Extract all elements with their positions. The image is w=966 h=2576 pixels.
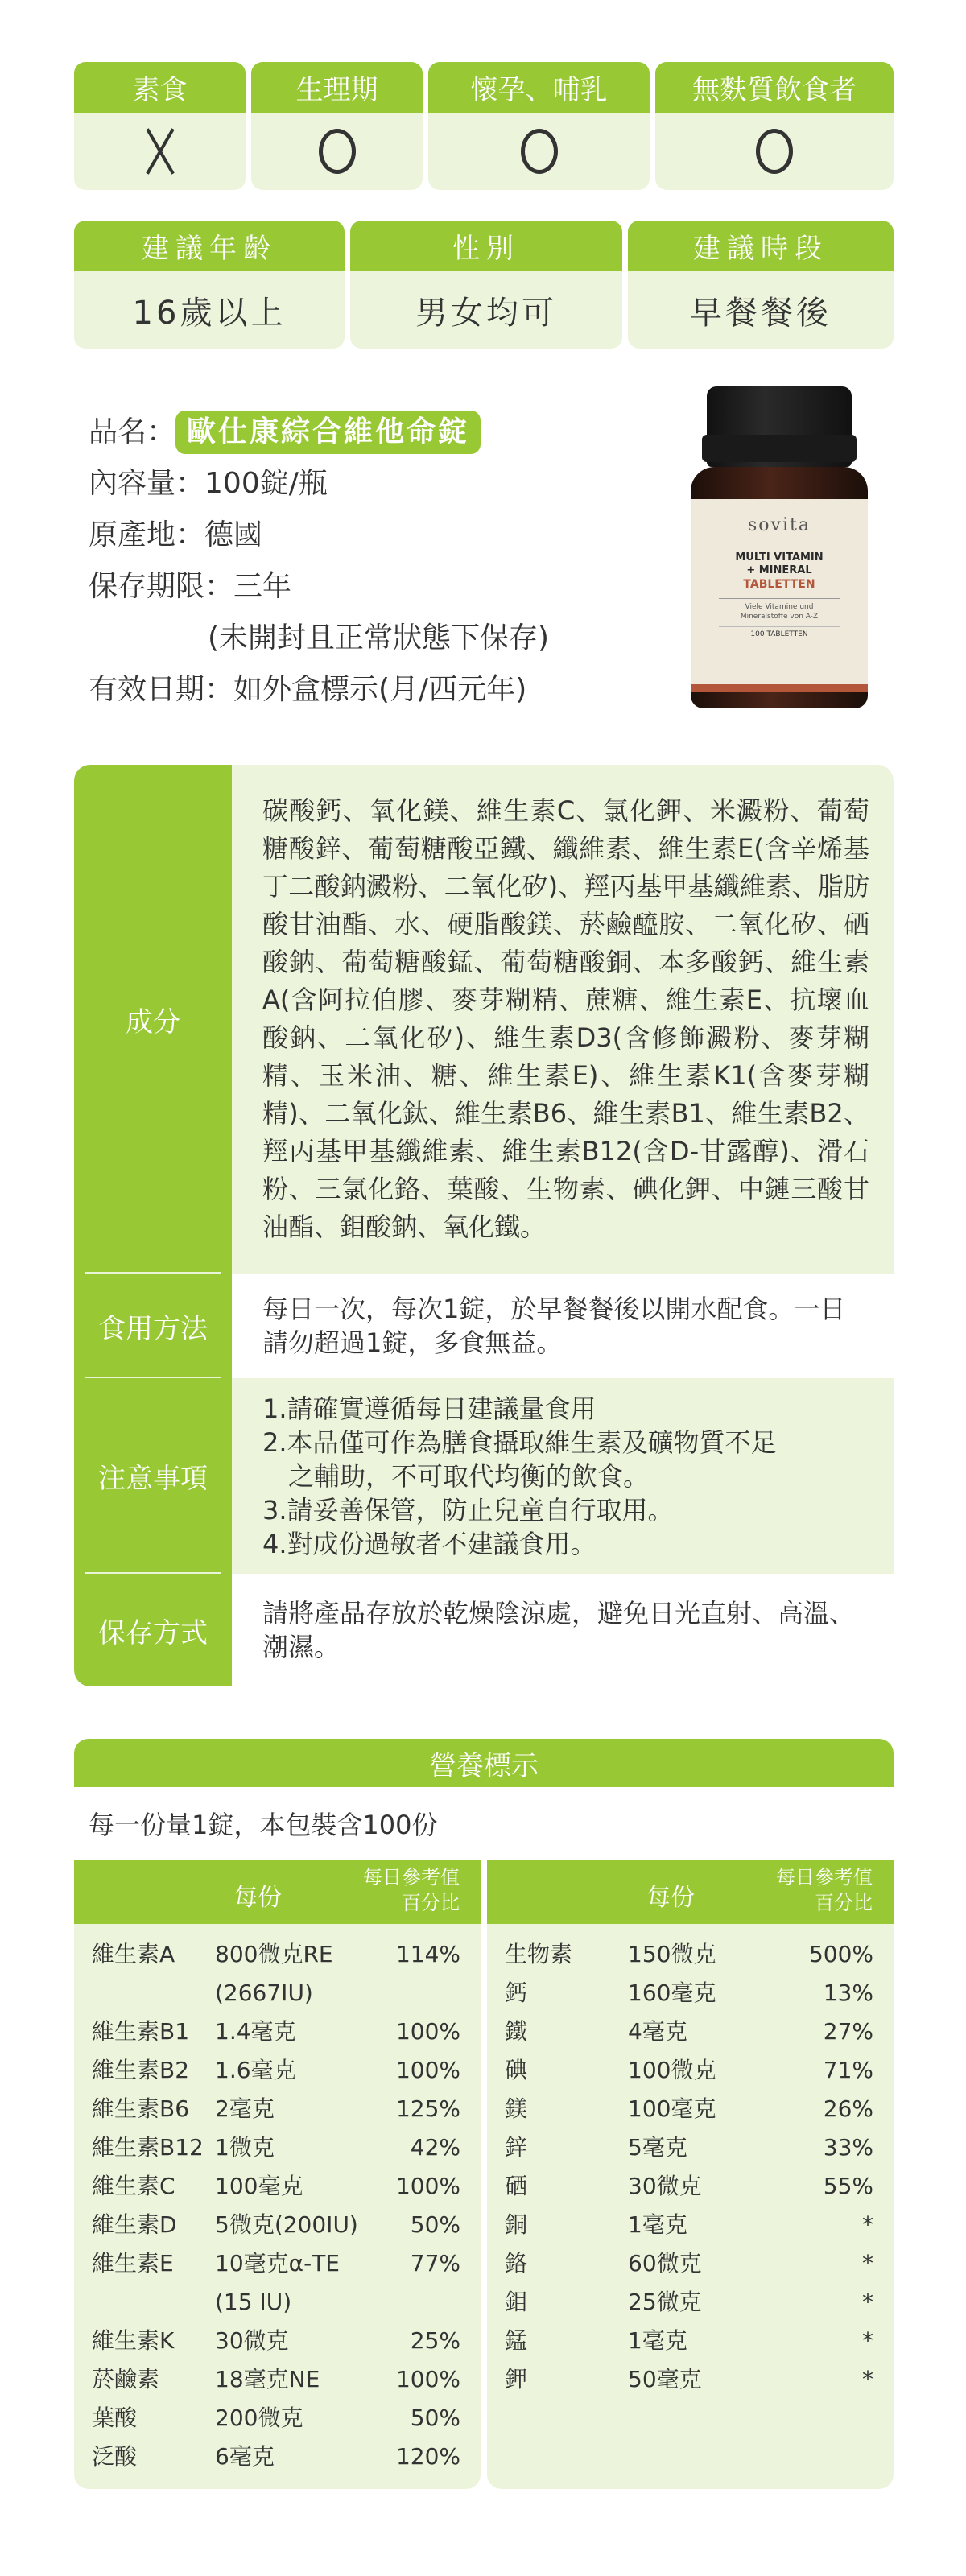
expiry-line: 有效日期： 如外盒標示(月/西元年) [89,673,527,706]
product-bottle-image [691,386,868,724]
nutrient-name: 菸鹼素 [92,2366,160,2392]
badge-vegetarian [74,62,246,190]
nutrient-name: 硒 [505,2173,528,2199]
product-info [89,407,549,716]
nutrient-row [74,1935,481,1974]
brand-logo: sovita [748,515,811,535]
nutrient-row [74,2399,481,2438]
badge-label: 無麩質飲食者 [655,62,894,113]
nutrient-row [487,2128,894,2167]
nutrition-header: 每份 每日參考值 百分比 [74,1860,481,1924]
badge-value: 早餐餐後 [628,271,894,349]
nutrient-daily-value: 42% [410,2134,460,2161]
nutrient-name: 錳 [505,2327,528,2354]
nutrient-daily-value: 50% [410,2211,460,2238]
serving-info: 每一份量1錠，本包裝含100份 [89,1810,438,1840]
suitability-badges [74,62,894,190]
badge-age [74,221,345,349]
badge-gluten-free [655,62,894,190]
nutrient-amount: 200微克 [215,2405,303,2431]
caution-item: 3.請妥善保管，防止兒童自行取用。 [262,1494,674,1525]
caution-item: 2.本品僅可作為膳食攝取維生素及礦物質不足 [262,1426,777,1458]
nutrient-amount: 160毫克 [628,1979,716,2006]
nutrition-table-left [74,1860,481,2489]
nutrient-row [487,2283,894,2322]
nutrient-row [487,2013,894,2051]
circle-icon [319,129,356,174]
nutrient-amount: 800微克RE [215,1941,333,1967]
badge-label: 懷孕、哺乳 [428,62,650,113]
nutrient-daily-value: 100% [395,2057,460,2083]
nutrient-row [487,2360,894,2399]
nutrient-amount: 1.6毫克 [215,2057,296,2083]
nutrient-amount: (2667IU) [215,1979,313,2006]
nutrient-row [74,2167,481,2206]
nutrient-daily-value: 13% [823,1979,873,2006]
nutrient-daily-value: 100% [395,2366,460,2392]
nutrient-name: 銅 [505,2211,528,2238]
badge-label: 性別 [350,221,622,271]
nutrient-amount: 30微克 [215,2327,289,2354]
nutrient-amount: 30微克 [628,2173,702,2199]
badge-label: 建議時段 [628,221,894,271]
spec-table [74,765,894,1686]
caution-list [262,1392,777,1561]
nutrient-row [74,2051,481,2090]
caution-row [74,1378,894,1574]
nutrient-daily-value [380,2283,460,2322]
nutrient-amount: (15 IU) [215,2289,292,2315]
nutrient-daily-value: 27% [823,2018,873,2045]
badge-menstruation [251,62,423,190]
nutrient-name: 碘 [505,2057,528,2083]
nutrient-daily-value: 25% [410,2327,460,2354]
nutrient-name: 維生素A [92,1941,175,1967]
nutrient-daily-value: 71% [823,2057,873,2083]
nutrient-name: 維生素K [92,2327,175,2354]
badge-label: 素食 [74,62,246,113]
ingredients-row [74,765,894,1274]
nutrition-rows [487,1924,894,2489]
nutrient-daily-value: 114% [395,1941,460,1967]
nutrient-name: 泛酸 [92,2443,138,2470]
nutrient-daily-value: * [862,2366,873,2392]
badge-pregnancy [428,62,650,190]
shelf-life-note: (未開封且正常狀態下保存) [208,621,550,654]
nutrient-name: 維生素B12 [92,2134,204,2161]
nutrient-daily-value: * [862,2250,873,2277]
nutrient-name: 維生素D [92,2211,177,2238]
nutrient-row [74,1974,481,2013]
nutrient-amount: 5微克(200IU) [215,2211,358,2238]
caution-item: 之輔助，不可取代均衡的飲食。 [288,1460,650,1492]
nutrient-row [74,2128,481,2167]
usage-summary-badges [74,221,894,349]
nutrient-amount: 18毫克NE [215,2366,320,2392]
nutrient-daily-value: 50% [410,2405,460,2431]
nutrient-amount: 50毫克 [628,2366,702,2392]
nutrient-name [74,2283,215,2322]
nutrient-name: 鋅 [505,2134,528,2161]
nutrient-row [487,2051,894,2090]
nutrient-daily-value: 125% [395,2095,460,2122]
nutrient-daily-value: * [862,2327,873,2354]
circle-icon [756,129,793,174]
nutrient-name: 維生素B1 [92,2018,190,2045]
nutrient-row [487,2244,894,2283]
badge-label: 建議年齡 [74,221,345,271]
nutrient-amount: 150微克 [628,1941,716,1967]
nutrient-daily-value: 77% [410,2250,460,2277]
nutrient-row [487,2090,894,2128]
nutrient-name: 維生素B6 [92,2095,190,2122]
nutrient-name [74,1974,215,2013]
nutrition-title: 營養標示 [74,1739,894,1787]
nutrient-row [74,2090,481,2128]
nutrition-header: 每份 每日參考值 百分比 [487,1860,894,1924]
caution-item: 4.對成份過敏者不建議食用。 [262,1528,597,1559]
badge-label: 生理期 [251,62,423,113]
nutrient-name: 生物素 [505,1941,573,1967]
nutrient-amount: 100毫克 [215,2173,303,2199]
cross-icon [138,129,183,174]
nutrient-name: 鐵 [505,2018,528,2045]
nutrient-name: 維生素C [92,2173,175,2199]
caution-item: 1.請確實遵循每日建議量食用 [262,1393,597,1424]
nutrient-daily-value: 100% [395,2018,460,2045]
nutrient-amount: 60微克 [628,2250,702,2277]
nutrient-daily-value: 500% [808,1941,873,1967]
nutrient-daily-value: 120% [395,2443,460,2470]
nutrient-daily-value: * [862,2211,873,2238]
nutrient-row [487,1974,894,2013]
nutrient-row [74,2322,481,2360]
nutrient-amount: 10毫克α-TE [215,2250,340,2277]
caution-label: 注意事項 [74,1378,232,1574]
storage-text: 請將產品存放於乾燥陰涼處，避免日光直射、高溫、潮濕。 [232,1574,894,1686]
nutrient-row [487,1935,894,1974]
nutrition-rows [74,1924,481,2489]
nutrient-name: 鉬 [505,2289,528,2315]
shelf-life-line: 保存期限： 三年 [89,570,292,603]
nutrient-amount: 25微克 [628,2289,702,2315]
nutrient-daily-value: 55% [823,2173,873,2199]
usage-text: 每日一次，每次1錠，於早餐餐後以開水配食。一日請勿超過1錠，多食無益。 [232,1274,894,1378]
nutrient-daily-value: 33% [823,2134,873,2161]
ingredients-label: 成分 [74,765,232,1274]
nutrient-daily-value: 100% [395,2173,460,2199]
origin-line: 原產地： 德國 [89,518,263,551]
nutrient-row [74,2438,481,2476]
nutrient-amount: 1毫克 [628,2327,687,2354]
badge-gender [350,221,622,349]
nutrient-amount: 4毫克 [628,2018,687,2045]
nutrient-amount: 1.4毫克 [215,2018,296,2045]
nutrient-name: 葉酸 [92,2405,138,2431]
nutrient-name: 維生素B2 [92,2057,190,2083]
nutrient-amount: 2毫克 [215,2095,275,2122]
nutrition-table-right [487,1860,894,2489]
nutrient-row [74,2206,481,2244]
badge-value: 16歲以上 [74,271,345,349]
nutrient-row [74,2360,481,2399]
nutrient-amount: 5毫克 [628,2134,687,2161]
nutrient-daily-value: 26% [823,2095,873,2122]
nutrient-amount: 6毫克 [215,2443,275,2470]
nutrient-row [487,2167,894,2206]
content-line: 內容量： 100錠/瓶 [89,467,328,500]
nutrient-daily-value [380,1974,460,2013]
bottle-label: sovita MULTI VITAMIN + MINERAL TABLETTEN Viele Vitamine und Mineralstoffe von A-Z 100 TABLETTEN [691,499,868,692]
nutrient-name: 維生素E [92,2250,174,2277]
nutrient-row [74,2013,481,2051]
storage-row [74,1574,894,1686]
circle-icon [521,129,558,174]
nutrient-amount: 1微克 [215,2134,275,2161]
nutrient-amount: 1毫克 [628,2211,687,2238]
nutrient-row [487,2206,894,2244]
product-name-line: 品名： 歐仕康綜合維他命錠 [89,407,549,458]
usage-row [74,1274,894,1378]
nutrient-name: 鉻 [505,2250,528,2277]
ingredients-text: 碳酸鈣、氧化鎂、維生素C、氯化鉀、米澱粉、葡萄糖酸鋅、葡萄糖酸亞鐵、纖維素、維生素E(含辛烯基丁二酸鈉澱粉、二氧化矽)、羥丙基甲基纖維素、脂肪酸甘油酯、水、硬脂酸鎂、菸鹼醯胺、二氧化矽、硒酸鈉、葡萄糖酸錳、葡萄糖酸銅、本多酸鈣、維生素A(含阿拉伯膠、麥芽糊精、蔗糖、維生素E、抗壞血酸鈉、二氧化矽)、維生素D3(含修飾澱粉、麥芽糊精、玉米油、糖、維生素E)、維生素K1(含麥芽糊精)、二氧化鈦、維生素B6、維生素B1、維生素B2、羥丙基甲基纖維素、維生素B12(含D-甘露醇)、滑石粉、三氯化鉻、葉酸、生物素、碘化鉀、中鏈三酸甘油酯、鉬酸鈉、氧化鐵。 [232,765,894,1274]
nutrient-row [74,2244,481,2283]
nutrient-row [487,2322,894,2360]
badge-value: 男女均可 [350,271,622,349]
nutrient-amount: 100毫克 [628,2095,716,2122]
nutrient-row [74,2283,481,2322]
nutrient-name: 鈣 [505,1979,528,2006]
nutrient-amount: 100微克 [628,2057,716,2083]
usage-label: 食用方法 [74,1274,232,1378]
product-name: 歐仕康綜合維他命錠 [175,411,481,454]
nutrient-daily-value: * [862,2289,873,2315]
nutrient-name: 鉀 [505,2366,528,2392]
storage-label: 保存方式 [74,1574,232,1686]
badge-timing [628,221,894,349]
nutrient-name: 鎂 [505,2095,528,2122]
